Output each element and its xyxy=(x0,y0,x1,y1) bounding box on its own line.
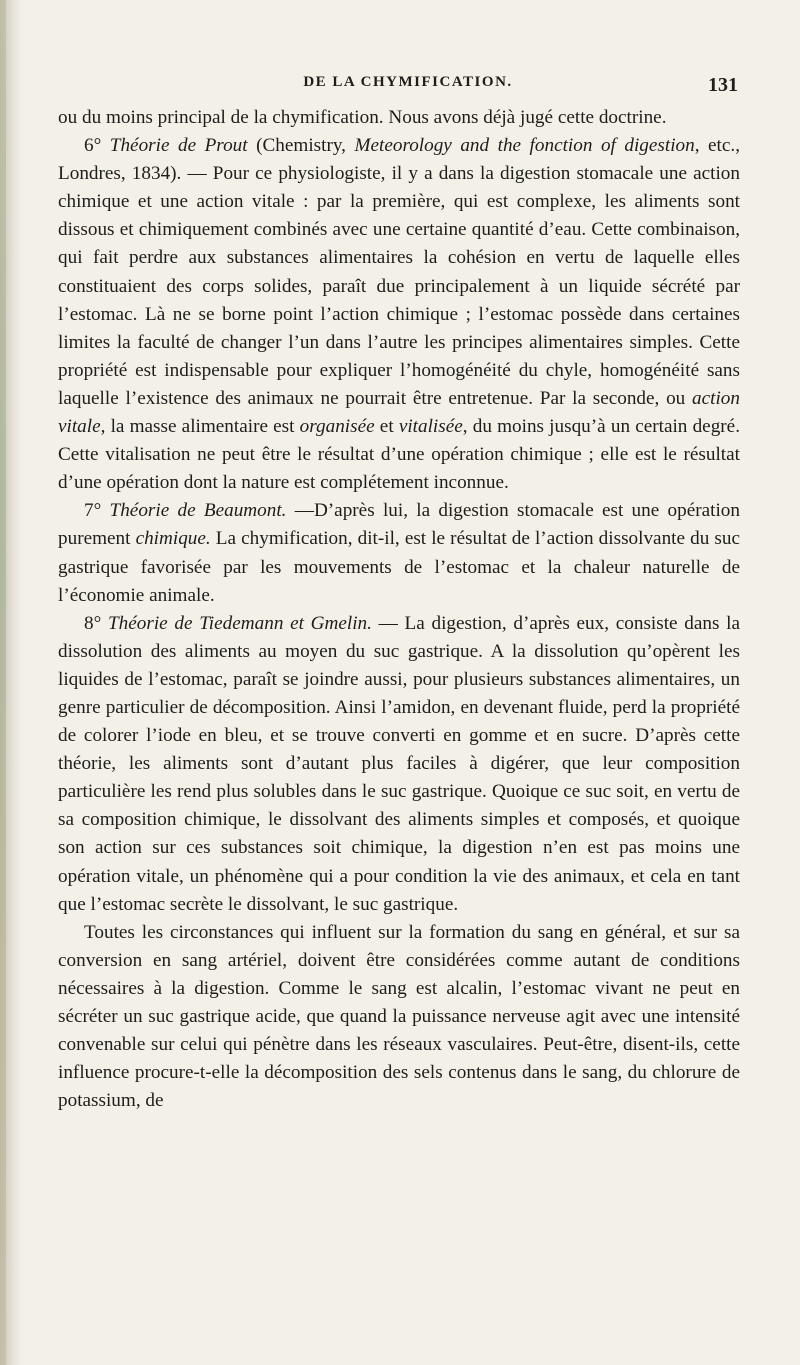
text-run: 7° xyxy=(84,500,110,522)
running-title: DE LA CHYMIFICATION. xyxy=(303,74,513,90)
italic-run: chimique. xyxy=(135,528,211,550)
book-page xyxy=(58,0,758,1115)
running-head xyxy=(58,74,758,104)
italic-run: Théorie de Beaumont. xyxy=(109,500,287,522)
text-run: Toutes les circonstances qui influent sur la formation du sang en général, et sur sa conversion en sang artériel, doivent être considérées comme autant de conditions nécessaires à la digestion. Comme le sang est alcalin, l’estomac vivant ne peut en sécréter un suc gastrique acide, que quand la puissance nerveuse agit avec une intensité convenable sur celui qui pénètre dans les réseaux vasculaires. Peut-être, disent-ils, cette influence procure-t-elle la décomposition des sels contenus dans le sang, du chlorure de potassium, de xyxy=(58,921,740,1112)
text-run: — La digestion, d’après eux, consiste dans la dissolution des aliments au moyen du suc gastrique. A la dissolution qu’opèrent les liquides de l’estomac, paraît se joindre aussi, pour plusieurs substances alimentaires, un genre particulier de décomposition. Ainsi l’amidon, en devenant fluide, perd la propriété de colorer l’iode en bleu, et se trouve converti en gomme et en sucre. D’après cette théorie, les aliments sont d’autant plus faciles à digérer, que leur composition particulière les rend plus solubles dans le suc gastrique. Quoique ce suc soit, en vertu de sa composition chimique, le dissolvant des aliments simples et composés, et quoique son action sur ces substances soit chimique, la digestion n’en est pas moins une opération vitale, un phénomène qui a pour condition la vie des animaux, et cela en tant que l’estomac secrète le dissolvant, le suc gastrique. xyxy=(58,612,740,915)
text-run: ou du moins principal de la chymification. Nous avons déjà jugé cette doctrine. xyxy=(58,107,667,128)
italic-run: action vitale xyxy=(58,387,740,438)
text-run: 6° xyxy=(84,135,110,157)
text-run: 8° xyxy=(84,612,108,634)
italic-run: Meteorology and the fonction of digestion xyxy=(354,135,695,157)
text-run: (Chemistry, xyxy=(247,135,355,157)
text-run: , du moins jusqu’à un certain degré. Cette vitalisation ne peut être le résultat d’une opération chimique ; elle est le résultat d’une opération dont la nature est complétement inconnue. xyxy=(58,416,740,494)
binding-edge xyxy=(0,0,6,1365)
paragraph-continuation xyxy=(58,104,740,132)
paragraph-circonstances xyxy=(58,919,740,1116)
page-number: 131 xyxy=(708,74,738,96)
paragraph-theorie-beaumont xyxy=(58,497,740,609)
text-run: —D’après lui, la digestion stomacale est une opération purement xyxy=(58,500,740,550)
text-run: La chymification, dit-il, est le résultat de l’action dissolvante du suc gastrique favorisée par les mouvements de l’estomac et la chaleur naturelle de l’économie animale. xyxy=(58,528,740,606)
text-run: et xyxy=(374,416,399,438)
italic-run: vitalisée xyxy=(398,416,463,438)
italic-run: Théorie de Tiedemann et Gmelin. xyxy=(107,612,372,634)
text-run: , etc., Londres, 1834). — Pour ce physiologiste, il y a dans la digestion stomacale une action chimique et une action vitale : par la première, qui est complexe, les aliments sont dissous et chimiquement combinés avec une certaine quantité d’eau. Cette combinaison, qui fait perdre aux substances alimentaires la cohésion en vertu de laquelle elles constituaient des corps solides, paraît due principalement à un liquide sécrété par l’estomac. Là ne se borne point l’action chimique ; l’estomac possède dans certaines limites la faculté de changer l’un dans l’autre les principes alimentaires simples. Cette propriété est indispensable pour expliquer l’homogénéité du chyle, homogénéité sans laquelle l’existence des animaux ne pourrait être entretenue. Par la seconde, ou xyxy=(58,135,740,409)
body-text xyxy=(58,104,758,1115)
paragraph-theorie-tiedemann-gmelin xyxy=(58,610,740,919)
italic-run: organisée xyxy=(299,416,375,438)
italic-run: Théorie de Prout xyxy=(109,135,248,157)
text-run: , la masse alimentaire est xyxy=(100,416,300,438)
paragraph-theorie-prout xyxy=(58,132,740,497)
